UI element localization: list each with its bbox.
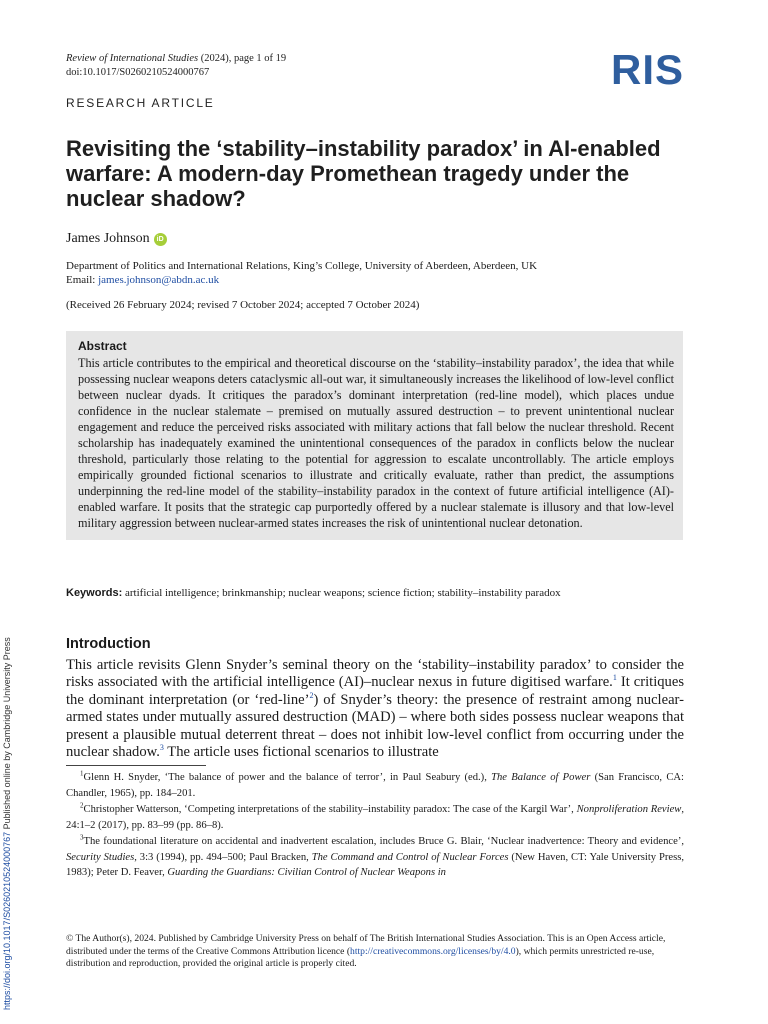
footnote-number: 2 bbox=[80, 801, 84, 810]
footnote-text: Glenn H. Snyder, ‘The balance of power and the balance of terror’, in Paul Seabury (ed.), bbox=[83, 772, 492, 783]
abstract-box bbox=[66, 331, 683, 540]
abstract-heading: Abstract bbox=[78, 339, 127, 353]
footnote-italic: The Command and Control of Nuclear Forces bbox=[311, 851, 509, 863]
side-publication-note bbox=[2, 630, 12, 1010]
license-link[interactable]: http://creativecommons.org/licenses/by/4.0 bbox=[350, 945, 516, 957]
footnote-number: 1 bbox=[80, 769, 84, 778]
section-heading-introduction: Introduction bbox=[66, 636, 151, 652]
footnotes bbox=[66, 770, 684, 882]
footnote-italic: Nonproliferation Review bbox=[576, 804, 682, 815]
side-published-text: Published online by Cambridge University Press bbox=[2, 637, 12, 832]
author-name[interactable]: James Johnson bbox=[66, 231, 150, 246]
footnote-ref-2[interactable]: 2 bbox=[309, 690, 314, 700]
side-doi-link[interactable]: https://doi.org/10.1017/S0260210524000767 bbox=[2, 831, 12, 1010]
journal-citation bbox=[66, 52, 286, 80]
keywords-text: artificial intelligence; brinkmanship; nuclear weapons; science fiction; stability–instability paradox bbox=[122, 587, 561, 599]
footnote-text: Christopher Watterson, ‘Competing interpretations of the stability–instability paradox: The case of the Kargil War’, bbox=[83, 804, 577, 815]
footnote-ref-1[interactable]: 1 bbox=[612, 673, 617, 683]
intro-text-1: This article revisits Glenn Snyder’s seminal theory on the ‘stability–instability paradox’ to consider the risks associated with the artificial intelligence (AI)–nuclear nexus in future digitised warfare. bbox=[66, 657, 684, 691]
footnote-number: 3 bbox=[80, 833, 84, 842]
journal-meta: (2024), page 1 of 19 bbox=[198, 53, 287, 64]
email-label: Email: bbox=[66, 274, 99, 286]
footnote-text: , 24:1–2 (2017), pp. 83–99 (pp. 86–8). bbox=[66, 804, 684, 831]
footnote-3 bbox=[66, 834, 684, 881]
journal-name: Review of International Studies bbox=[66, 53, 199, 64]
license-text: © The Author(s), 2024. Published by Cambridge University Press on behalf of The British International Studies Association. This is an Open Access article, distributed under the terms of the Creative Commons Attribution licence ( bbox=[66, 933, 666, 957]
journal-logo: RIS bbox=[610, 46, 684, 93]
affiliation: Department of Politics and International Relations, King’s College, University of Aberdeen, Aberdeen, UK bbox=[66, 260, 538, 272]
doi[interactable]: doi:10.1017/S0260210524000767 bbox=[66, 67, 210, 78]
author-line bbox=[66, 231, 167, 247]
abstract-text: This article contributes to the empirical and theoretical discourse on the ‘stability–instability paradox’, the idea that while possessing nuclear weapons deters cataclysmic all-out war, it simultaneously increases the likelihood of low-level conflict between nuclear dyads. It critiques the paradox’s dominant interpretation (red-line model), which places undue confidence in the nuclear stalemate – premised on mutually assured destruction – to prevent unintentional nuclear engagement and reduce the perceived risks associated with military actions that fall below the nuclear threshold. Recent scholarship has inadequately examined the unintentional consequences of the paradox in conflicts below the nuclear threshold, particularly those relating to the potential for aggression to escalate uncontrollably. The article employs empirically grounded fictional scenarios to illustrate and critically evaluate, rather than predict, the assumptions underpinning the red-line model of the stability–instability paradox in the context of future artificial intelligence (AI)-enabled warfare. It posits that the strategic cap purportedly offered by a nuclear stalemate is illusory and that low-level military aggression between nuclear-armed states increases the risk of unintentional nuclear detonation. bbox=[78, 356, 674, 530]
license-notice bbox=[66, 933, 684, 971]
footnote-1 bbox=[66, 770, 684, 801]
footnote-italic: The Balance of Power bbox=[491, 772, 591, 783]
intro-text-2: It critiques the dominant interpretation (or ‘red-line’ bbox=[66, 674, 685, 708]
received-dates: (Received 26 February 2024; revised 7 October 2024; accepted 7 October 2024) bbox=[66, 299, 420, 311]
footnote-text: (San Francisco, CA: Chandler, 1965), pp. 184–201. bbox=[66, 772, 684, 799]
introduction-paragraph bbox=[66, 657, 684, 761]
intro-text-4: The article uses fictional scenarios to illustrate bbox=[163, 744, 439, 761]
email-link[interactable]: james.johnson@abdn.ac.uk bbox=[98, 274, 220, 286]
footnote-italic: Security Studies bbox=[66, 851, 135, 863]
license-text: ), which permits unrestricted re-use, distribution and reproduction, provided the original article is properly cited. bbox=[66, 945, 655, 970]
footnote-2 bbox=[66, 802, 684, 833]
article-type-label: RESEARCH ARTICLE bbox=[66, 96, 215, 110]
keywords bbox=[66, 587, 561, 599]
email-line bbox=[66, 273, 537, 287]
footnote-divider bbox=[66, 765, 206, 766]
intro-text-3: ) of Snyder’s theory: the presence of restraint among nuclear-armed states under mutually assured destruction (MAD) – where both sides possess nuclear weapons that present a plausible mutual deterrent threat – does not inhibit low-level conflict from occurring under the nuclear shadow. bbox=[66, 691, 684, 761]
article-title: Revisiting the ‘stability–instability paradox’ in AI-enabled warfare: A modern-day Promethean tragedy under the nuclear shadow? bbox=[66, 136, 661, 211]
footnote-text: (New Haven, CT: Yale University Press, 1983); Peter D. Feaver, bbox=[66, 851, 685, 878]
affiliation-block bbox=[66, 259, 537, 287]
footnote-ref-3[interactable]: 3 bbox=[159, 743, 164, 753]
orcid-icon[interactable]: iD bbox=[154, 233, 167, 246]
keywords-label: Keywords: bbox=[66, 587, 123, 599]
footnote-italic: Guarding the Guardians: Civilian Control of Nuclear Weapons in bbox=[167, 867, 446, 878]
footnote-text: The foundational literature on accidental and inadvertent escalation, includes Bruce G. Blair, ‘Nuclear inadvertence: Theory and evidence’, bbox=[83, 836, 684, 847]
footnote-text: , 3:3 (1994), pp. 494–500; Paul Bracken, bbox=[134, 851, 312, 863]
